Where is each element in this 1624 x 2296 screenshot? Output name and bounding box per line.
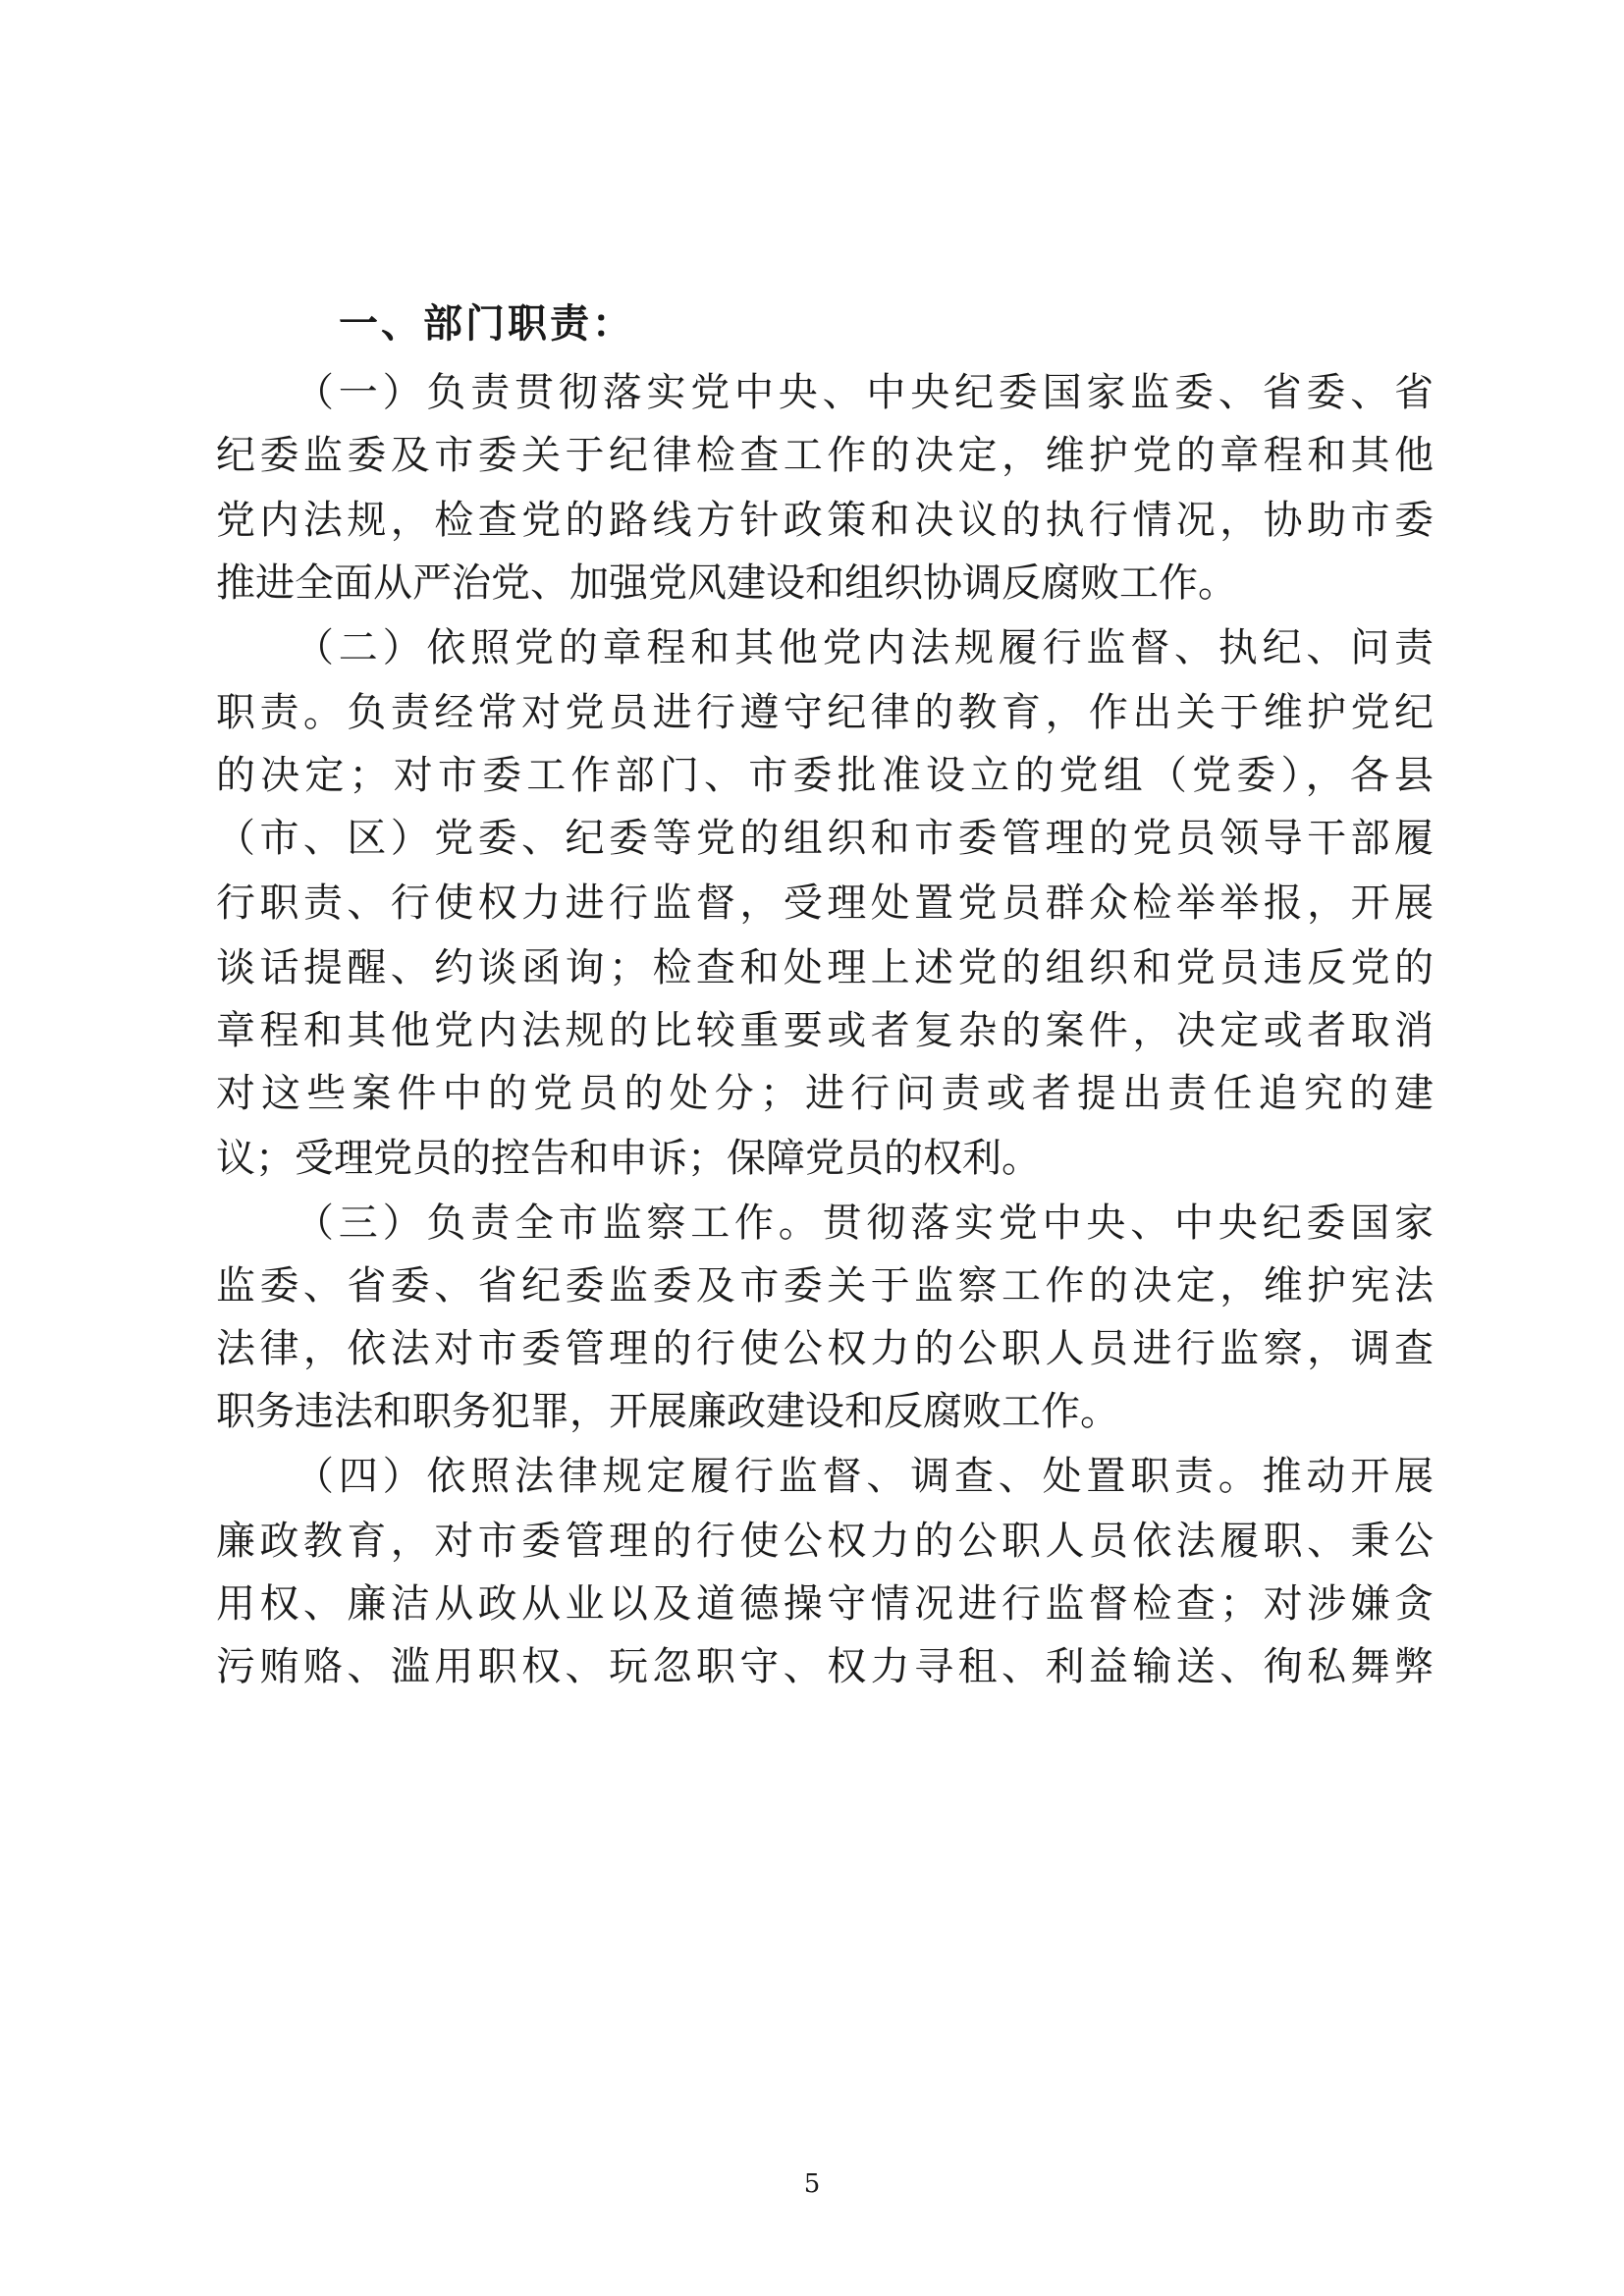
page-number: 5 — [803, 2169, 821, 2199]
paragraph-line: （三）负责全市监察工作。贯彻落实党中央、中央纪委国家 — [295, 1201, 1434, 1246]
paragraph-line: （市、区）党委、纪委等党的组织和市委管理的党员领导干部履 — [216, 816, 1434, 861]
paragraph-line: 职责。负责经常对党员进行遵守纪律的教育，作出关于维护党纪 — [216, 690, 1434, 735]
paragraph-line: 污贿赂、滥用职权、玩忽职守、权力寻租、利益输送、徇私舞弊 — [216, 1644, 1434, 1689]
section-heading: 一、部门职责： — [339, 301, 634, 347]
paragraph-line: 监委、省委、省纪委监委及市委关于监察工作的决定，维护宪法 — [216, 1263, 1434, 1308]
paragraph-line: 谈话提醒、约谈函询；检查和处理上述党的组织和党员违反党的 — [216, 945, 1434, 990]
paragraph-line: 推进全面从严治党、加强党风建设和组织协调反腐败工作。 — [216, 561, 1237, 606]
paragraph-line: 廉政教育，对市委管理的行使公权力的公职人员依法履职、秉公 — [216, 1519, 1434, 1564]
paragraph-line: 的决定；对市委工作部门、市委批准设立的党组（党委），各县 — [216, 753, 1434, 798]
paragraph-line: 行职责、行使权力进行监督，受理处置党员群众检举举报，开展 — [216, 881, 1434, 926]
paragraph-line: （一）负责贯彻落实党中央、中央纪委国家监委、省委、省 — [295, 370, 1434, 415]
paragraph-line: 党内法规，检查党的路线方针政策和决议的执行情况，协助市委 — [216, 498, 1434, 543]
paragraph-line: 用权、廉洁从政从业以及道德操守情况进行监督检查；对涉嫌贪 — [216, 1581, 1434, 1627]
paragraph-line: 议；受理党员的控告和申诉；保障党员的权利。 — [216, 1136, 1041, 1181]
paragraph-line: 纪委监委及市委关于纪律检查工作的决定，维护党的章程和其他 — [216, 433, 1434, 478]
paragraph-line: （四）依照法律规定履行监督、调查、处置职责。推动开展 — [295, 1454, 1434, 1499]
paragraph-line: 法律，依法对市委管理的行使公权力的公职人员进行监察，调查 — [216, 1326, 1434, 1371]
paragraph-line: （二）依照党的章程和其他党内法规履行监督、执纪、问责 — [295, 625, 1434, 670]
paragraph-line: 职务违法和职务犯罪，开展廉政建设和反腐败工作。 — [216, 1389, 1119, 1434]
paragraph-line: 章程和其他党内法规的比较重要或者复杂的案件，决定或者取消 — [216, 1008, 1434, 1053]
paragraph-line: 对这些案件中的党员的处分；进行问责或者提出责任追究的建 — [216, 1071, 1434, 1116]
